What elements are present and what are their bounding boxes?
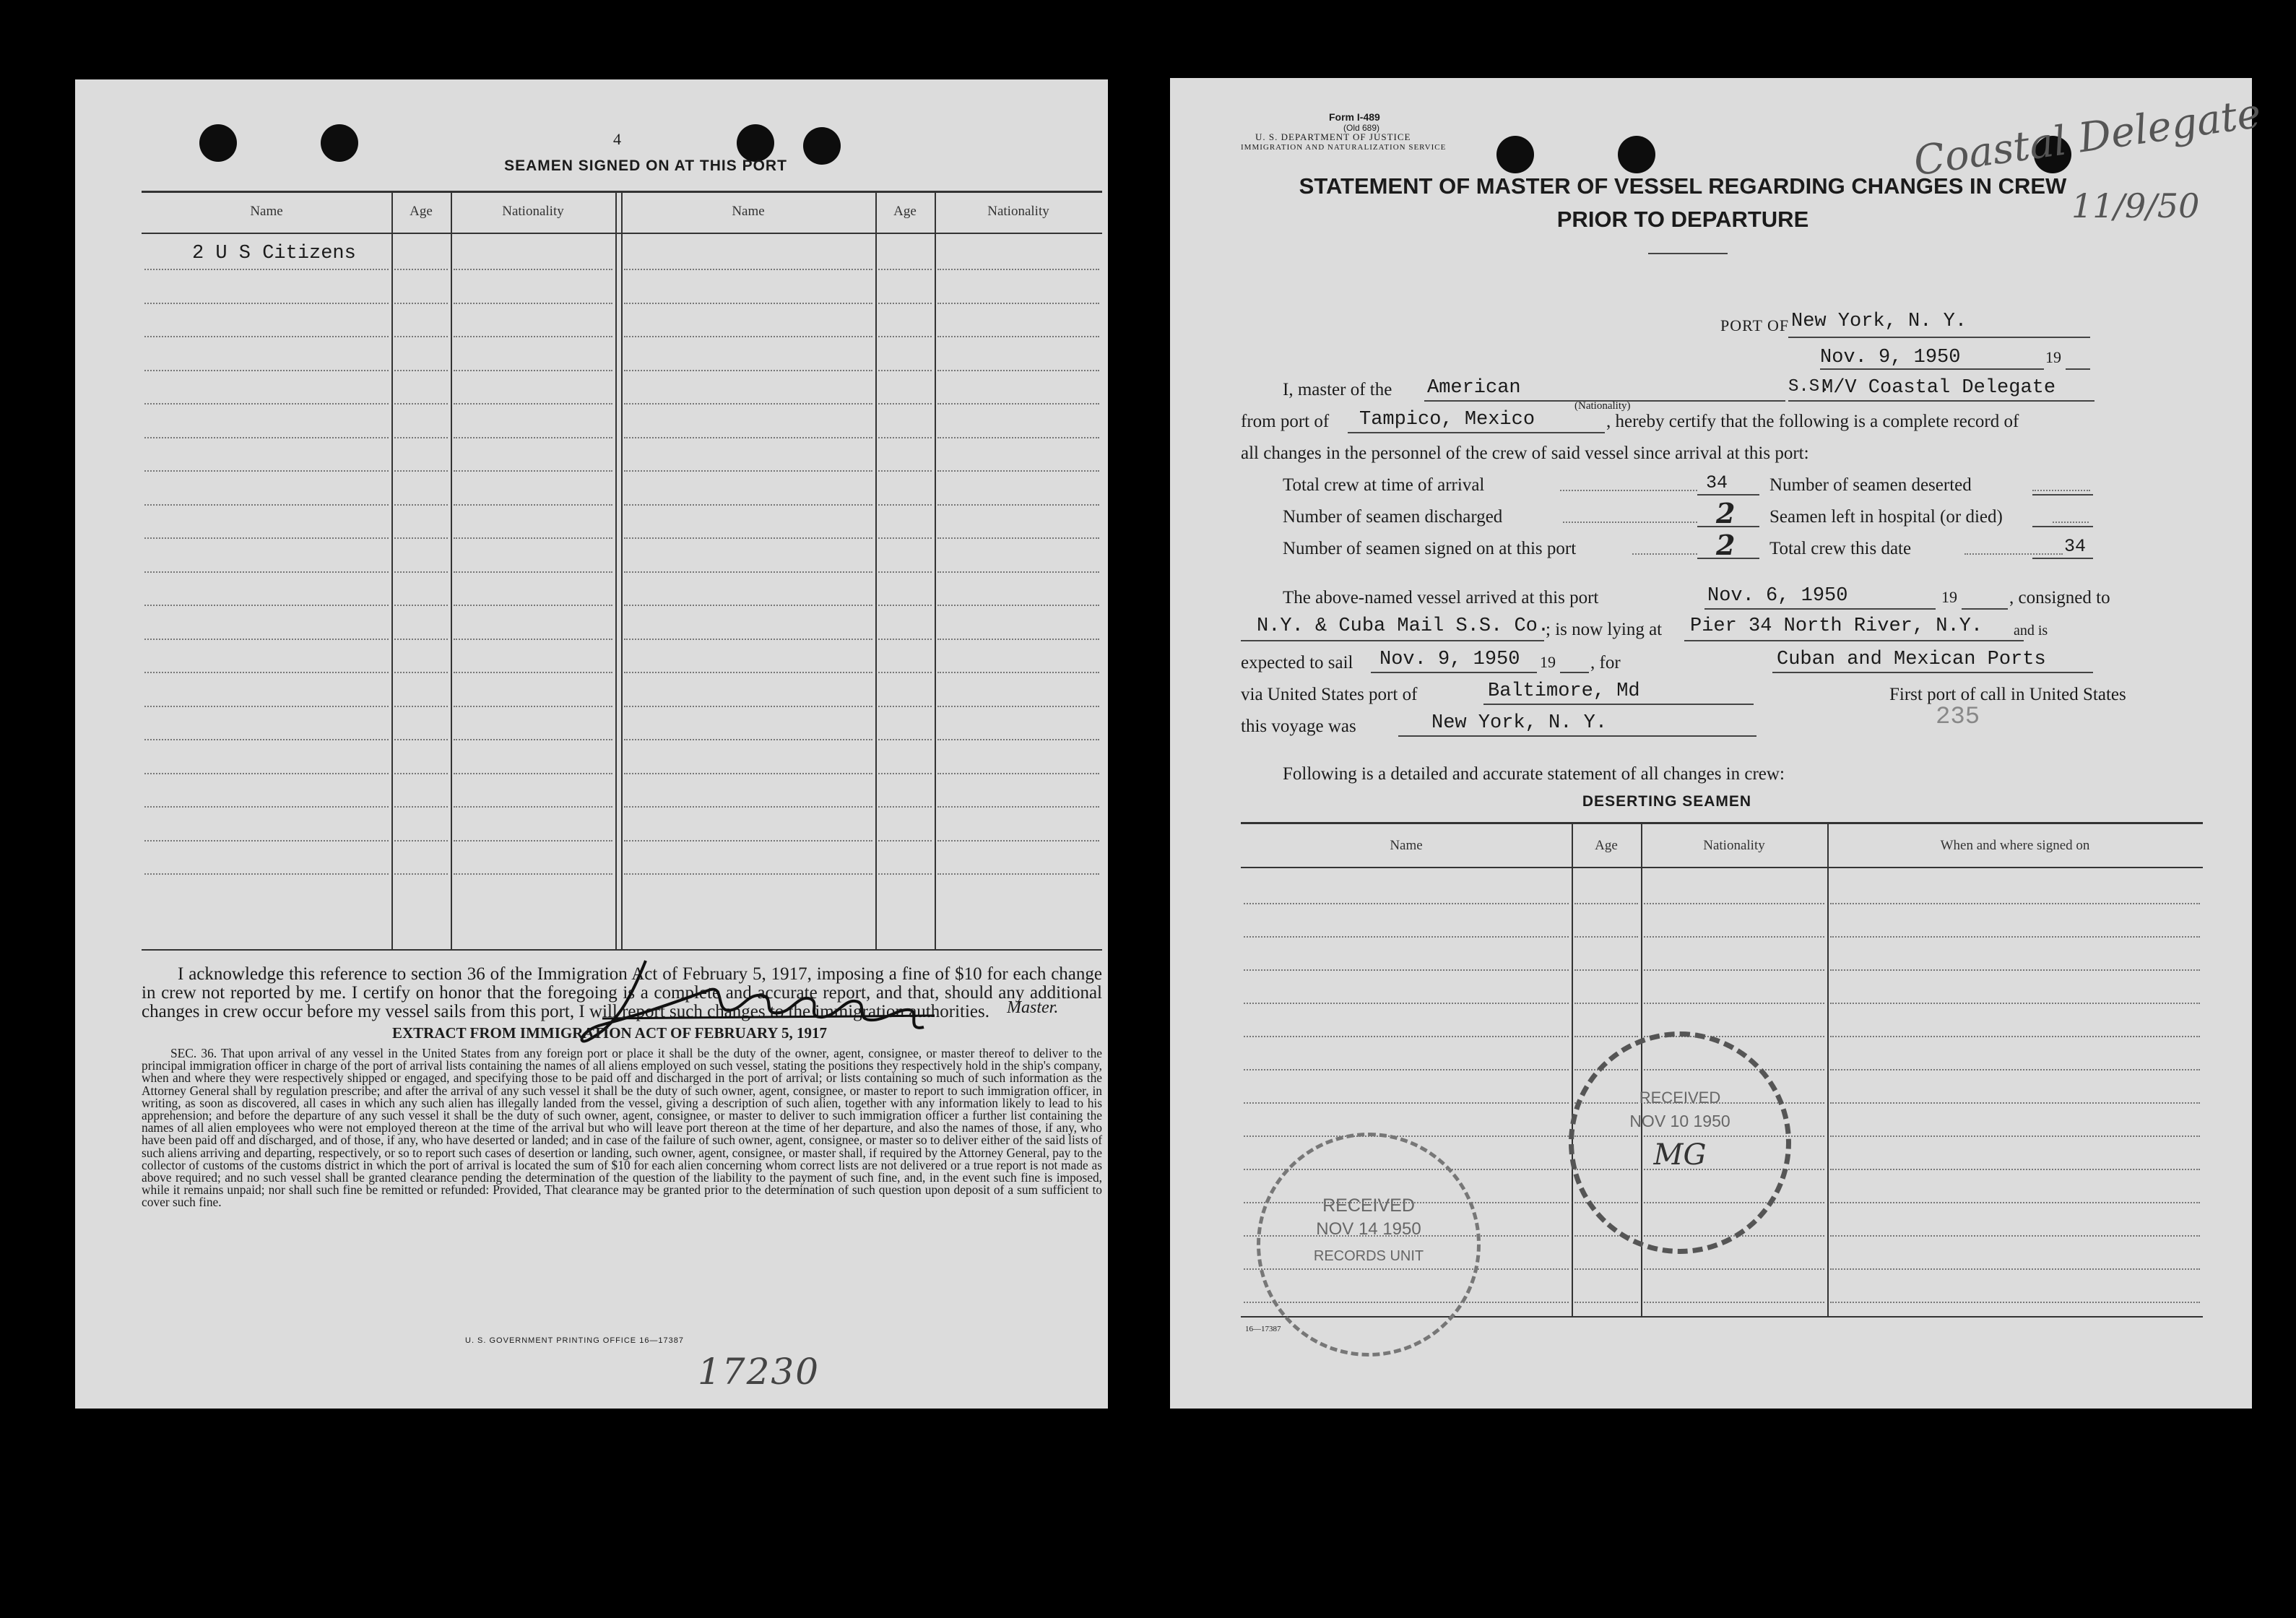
table-row-rule bbox=[394, 840, 448, 842]
punch-hole bbox=[1618, 136, 1655, 173]
table-row-rule bbox=[1830, 1268, 2200, 1270]
table-row-rule bbox=[1244, 936, 1569, 938]
stamp-text: RECEIVED bbox=[1639, 1089, 1721, 1107]
table-row-rule bbox=[937, 639, 1099, 640]
table-row-rule bbox=[937, 605, 1099, 606]
following-text: Following is a detailed and accurate statement of all changes in crew: bbox=[1283, 764, 1785, 784]
table-row-rule bbox=[1644, 936, 1824, 938]
table-row-rule bbox=[454, 370, 612, 371]
table-row-rule bbox=[624, 840, 872, 842]
value-underline bbox=[2032, 526, 2093, 527]
table-row-rule bbox=[144, 269, 389, 270]
table-row-rule bbox=[624, 571, 872, 573]
lying-underline bbox=[1684, 640, 2024, 641]
total-arrival-label: Total crew at time of arrival bbox=[1283, 475, 1485, 495]
table-row-rule bbox=[1830, 1235, 2200, 1237]
for-value: Cuban and Mexican Ports bbox=[1777, 649, 2046, 670]
table-row-rule bbox=[878, 840, 932, 842]
leader-dots bbox=[2053, 522, 2089, 523]
table-row-rule bbox=[454, 806, 612, 808]
leader-dots bbox=[2032, 490, 2090, 491]
table-row-rule bbox=[394, 873, 448, 875]
printer-line: U. S. GOVERNMENT PRINTING OFFICE 16—17387 bbox=[465, 1336, 685, 1345]
arrived-value: Nov. 6, 1950 bbox=[1707, 585, 1848, 607]
received-stamp bbox=[1257, 1133, 1481, 1357]
table-row-rule bbox=[624, 806, 872, 808]
left-page bbox=[75, 79, 1108, 1409]
table-row-rule bbox=[454, 269, 612, 270]
stamp-text: RECORDS UNIT bbox=[1313, 1248, 1424, 1264]
via-value: Baltimore, Md bbox=[1488, 680, 1640, 702]
table-row-rule bbox=[1244, 1135, 1569, 1137]
table-row-rule bbox=[144, 639, 389, 640]
table-row-rule bbox=[394, 739, 448, 740]
column-divider bbox=[935, 191, 936, 949]
punch-hole bbox=[199, 124, 237, 162]
table-row-rule bbox=[1574, 936, 1638, 938]
table-row-rule bbox=[1244, 1102, 1569, 1104]
col-header-age: Age bbox=[1595, 838, 1618, 853]
deserted-label: Number of seamen deserted bbox=[1769, 475, 1972, 495]
table-row-rule bbox=[144, 739, 389, 740]
table-row-rule bbox=[1574, 903, 1638, 904]
table-title: SEAMEN SIGNED ON AT THIS PORT bbox=[504, 157, 787, 174]
for-underline bbox=[1772, 672, 2093, 673]
table-row-rule bbox=[144, 672, 389, 673]
table-row-rule bbox=[878, 806, 932, 808]
certify-text: , hereby certify that the following is a complete record of bbox=[1606, 412, 2019, 431]
table-row-rule bbox=[454, 706, 612, 707]
signature-caption: Master. bbox=[1007, 998, 1059, 1017]
port-value: New York, N. Y. bbox=[1791, 311, 1967, 332]
table-row-rule bbox=[937, 706, 1099, 707]
value-underline bbox=[1697, 558, 1759, 559]
table-row-rule bbox=[454, 470, 612, 472]
table-row-rule bbox=[1830, 1169, 2200, 1170]
value-underline bbox=[1697, 494, 1759, 496]
table-row-rule bbox=[454, 303, 612, 304]
table-row-rule bbox=[1830, 969, 2200, 971]
year-prefix: 19 bbox=[1941, 588, 1957, 606]
handwritten-date: 11/9/50 bbox=[2071, 186, 2200, 225]
consignee-value: N.Y. & Cuba Mail S.S. Co. bbox=[1257, 615, 1550, 637]
and-is-label: and is bbox=[2014, 623, 2048, 639]
table-row-rule bbox=[937, 504, 1099, 506]
table-row-rule bbox=[1830, 1069, 2200, 1070]
table-row-rule bbox=[394, 437, 448, 438]
table-row-rule bbox=[937, 806, 1099, 808]
table-row-rule bbox=[1244, 1069, 1569, 1070]
table-row-rule bbox=[454, 504, 612, 506]
col-header-signed-on: When and where signed on bbox=[1940, 838, 2090, 853]
table-row-rule bbox=[394, 403, 448, 404]
table-row-rule bbox=[1644, 903, 1824, 904]
table-row-rule bbox=[454, 639, 612, 640]
discharged-value: 2 bbox=[1716, 497, 1736, 529]
table-row-rule bbox=[937, 303, 1099, 304]
table-top-rule bbox=[1241, 822, 2203, 824]
extract-text: SEC. 36. That upon arrival of any vessel in the United States from any foreign port or place it shall be the duty of the owner, agent, consignee, or master thereof to deliver to the principal immigration officer in charge of the port of arrival lists containing the names of all aliens employed on such vessel, stating the positions they respectively hold in the ship's company, when and where they were respectively shipped or engaged, and specifying those to be paid off and discharged in the port of arrival; or lists containing so much of such information as the Attorney General shall by regulation prescribe; and after the arrival of any such vessel it shall be the duty of such owner, agent, consignee, or master to report to such immigration officer, in writing, as soon as discovered, all cases in which any such alien has illegally landed from the vessel, giving a description of such alien, together with any information likely to lead to his apprehension; and before the departure of any such vessel it shall be the duty of such owner, agent, consignee, or master to deliver to such immigration officer a further list containing the names of all alien employees who were not employed thereon at the time of the arrival but who will leave port thereon at the time of her departure, and also the names of those, if any, who have been paid off and discharged, and of those, if any, who have deserted or landed; and in case of the failure of such owner, agent, consignee, or master so to deliver either of the said lists of such aliens arriving and departing, respectively, or so to report such cases of desertion or landing, such owner, agent, consignee, or master shall, if required by the Attorney General, pay to the collector of customs of the customs district in which the port of arrival is located the sum of $10 for each alien concerning whom correct lists are not delivered or a true report is not made as above required; and no such vessel shall be granted clearance pending the determination of the question of the liability to the payment of such fine, and, in the event such fine is imposed, while it remains unpaid; nor shall such fine be remitted or refunded: Provided, That clearance may be granted prior to the determination of such question upon deposit of a sum sufficient to cover such fine. bbox=[142, 1046, 1102, 1210]
table-row-rule bbox=[454, 336, 612, 337]
year-prefix: 19 bbox=[1540, 653, 1556, 671]
table-row-rule bbox=[878, 739, 932, 740]
form-title: STATEMENT OF MASTER OF VESSEL REGARDING CHANGES IN CREW bbox=[1299, 173, 2067, 199]
table-row-rule bbox=[144, 470, 389, 472]
lying-value: Pier 34 North River, N.Y. bbox=[1690, 615, 1983, 637]
punch-hole bbox=[1496, 136, 1534, 173]
stamp-date: NOV 14 1950 bbox=[1316, 1219, 1421, 1239]
leader-dots bbox=[1563, 522, 1697, 523]
master-label: I, master of the bbox=[1283, 380, 1392, 399]
table-row-rule bbox=[624, 672, 872, 673]
arrived-label: The above-named vessel arrived at this port bbox=[1283, 588, 1599, 607]
table-row-rule bbox=[394, 303, 448, 304]
year-underline bbox=[1560, 672, 1589, 673]
value-underline bbox=[1697, 526, 1759, 527]
table-row-rule bbox=[878, 605, 932, 606]
table-row-rule bbox=[878, 571, 932, 573]
table-row-rule bbox=[937, 773, 1099, 774]
consigned-label: , consigned to bbox=[2009, 588, 2110, 607]
column-divider bbox=[1827, 822, 1829, 1316]
col-header-nationality: Nationality bbox=[1703, 838, 1765, 853]
column-divider bbox=[391, 191, 393, 949]
table-row-rule bbox=[394, 269, 448, 270]
year-underline bbox=[1962, 608, 2008, 610]
deserting-title: DESERTING SEAMEN bbox=[1582, 793, 1752, 810]
for-label: , for bbox=[1590, 653, 1621, 672]
vessel-underline bbox=[1788, 400, 2094, 402]
table-row-rule bbox=[394, 672, 448, 673]
leader-dots bbox=[1964, 553, 2063, 555]
handwritten-number: 17230 bbox=[698, 1351, 820, 1393]
table-row-rule bbox=[1830, 1302, 2200, 1303]
table-row-rule bbox=[878, 873, 932, 875]
table-row-rule bbox=[878, 370, 932, 371]
table-row-rule bbox=[624, 504, 872, 506]
extract-title: EXTRACT FROM IMMIGRATION ACT OF FEBRUARY 5, 1917 bbox=[391, 1024, 828, 1042]
table-row-rule bbox=[1830, 1102, 2200, 1104]
year-prefix: 19 bbox=[2045, 348, 2061, 366]
punch-hole bbox=[737, 124, 774, 162]
table-row-rule bbox=[454, 840, 612, 842]
voyage-value: New York, N. Y. bbox=[1431, 712, 1608, 734]
table-row-rule bbox=[1244, 1036, 1569, 1037]
sail-underline bbox=[1371, 672, 1537, 673]
col-header-age: Age bbox=[893, 204, 917, 219]
table-row-rule bbox=[394, 571, 448, 573]
table-row-rule bbox=[1644, 969, 1824, 971]
total-date-label: Total crew this date bbox=[1769, 539, 1912, 558]
table-row-rule bbox=[937, 571, 1099, 573]
table-row-rule bbox=[624, 605, 872, 606]
from-port-underline bbox=[1348, 432, 1605, 433]
table-row-rule bbox=[878, 403, 932, 404]
table-row-rule bbox=[1830, 936, 2200, 938]
form-id: Form I-489 bbox=[1329, 111, 1380, 123]
table-row-rule bbox=[878, 336, 932, 337]
nationality-value: American bbox=[1427, 377, 1521, 399]
table-row-rule bbox=[878, 639, 932, 640]
discharged-label: Number of seamen discharged bbox=[1283, 507, 1503, 527]
received-stamp bbox=[1569, 1031, 1791, 1254]
column-divider bbox=[451, 191, 452, 949]
voyage-label: this voyage was bbox=[1241, 717, 1356, 736]
table-row-rule bbox=[1244, 903, 1569, 904]
statement-date: Nov. 9, 1950 bbox=[1820, 347, 1961, 368]
table-row-rule bbox=[454, 873, 612, 875]
via-underline bbox=[1483, 704, 1754, 705]
table-row-rule bbox=[878, 470, 932, 472]
table-row-rule bbox=[937, 269, 1099, 270]
stamp-initials: MG bbox=[1653, 1138, 1707, 1172]
table-row-rule bbox=[624, 403, 872, 404]
form-old: (Old 689) bbox=[1343, 123, 1380, 133]
table-row-rule bbox=[1644, 1003, 1824, 1004]
table-row-rule bbox=[144, 806, 389, 808]
table-row-rule bbox=[144, 303, 389, 304]
table-row-rule bbox=[454, 773, 612, 774]
total-date-value: 34 bbox=[2064, 536, 2087, 557]
table-row-rule bbox=[937, 470, 1099, 472]
sail-value: Nov. 9, 1950 bbox=[1379, 649, 1520, 670]
total-arrival-value: 34 bbox=[1706, 472, 1728, 493]
table-row-rule bbox=[144, 873, 389, 875]
col-header-name: Name bbox=[1390, 838, 1423, 853]
table-row-rule bbox=[454, 739, 612, 740]
table-row-rule bbox=[937, 840, 1099, 842]
table-row-rule bbox=[144, 773, 389, 774]
signed-on-label: Number of seamen signed on at this port bbox=[1283, 539, 1577, 558]
table-row-rule bbox=[394, 806, 448, 808]
table-row-rule bbox=[1244, 969, 1569, 971]
table-row-rule bbox=[624, 773, 872, 774]
first-port-label: First port of call in United States bbox=[1889, 685, 2126, 704]
value-underline bbox=[2032, 558, 2093, 559]
vessel-name: M/V Coastal Delegate bbox=[1821, 377, 2056, 399]
table-row-rule bbox=[394, 336, 448, 337]
table-row-rule bbox=[454, 672, 612, 673]
table-row-rule bbox=[624, 706, 872, 707]
table-row-rule bbox=[878, 706, 932, 707]
table-row-rule bbox=[144, 537, 389, 539]
table-row-rule bbox=[878, 537, 932, 539]
table-row-rule bbox=[937, 873, 1099, 875]
table-row-rule bbox=[1830, 1202, 2200, 1203]
table-row-rule bbox=[454, 571, 612, 573]
column-divider bbox=[875, 191, 877, 949]
signed-on-value: 2 bbox=[1716, 529, 1736, 561]
table-row-rule bbox=[1574, 1302, 1638, 1303]
table-row-rule bbox=[394, 706, 448, 707]
table-row-rule bbox=[624, 336, 872, 337]
handwritten-vessel-note: Coastal Delegate bbox=[1910, 90, 2264, 186]
table-row-rule bbox=[1574, 1003, 1638, 1004]
punch-hole bbox=[321, 124, 358, 162]
table-row-rule bbox=[1830, 1135, 2200, 1137]
from-port-value: Tampico, Mexico bbox=[1359, 409, 1535, 431]
table-row-rule bbox=[144, 437, 389, 438]
table-row-rule bbox=[1244, 1003, 1569, 1004]
table-row-rule bbox=[394, 537, 448, 539]
table-row-rule bbox=[144, 504, 389, 506]
table-header-rule bbox=[1241, 867, 2203, 868]
year-underline bbox=[2066, 368, 2090, 370]
table-row-rule bbox=[144, 706, 389, 707]
table-row-rule bbox=[878, 437, 932, 438]
lying-label: ; is now lying at bbox=[1546, 620, 1663, 639]
consignee-underline bbox=[1241, 640, 1544, 641]
vessel-prefix: S.S. bbox=[1788, 377, 1830, 397]
col-header-name: Name bbox=[732, 204, 765, 219]
stamp-text: RECEIVED bbox=[1322, 1195, 1415, 1216]
table-row-rule bbox=[624, 303, 872, 304]
table-row-rule bbox=[624, 537, 872, 539]
table-row-rule bbox=[878, 504, 932, 506]
table-row-rule bbox=[937, 437, 1099, 438]
table-row-rule bbox=[624, 370, 872, 371]
service: IMMIGRATION AND NATURALIZATION SERVICE bbox=[1241, 143, 1447, 152]
table-row-rule bbox=[144, 571, 389, 573]
table-row-rule bbox=[624, 470, 872, 472]
table-row-rule bbox=[144, 605, 389, 606]
port-label: PORT OF bbox=[1720, 316, 1790, 334]
table-row-rule bbox=[937, 672, 1099, 673]
page-number: 4 bbox=[613, 130, 621, 148]
table-row-rule bbox=[1830, 903, 2200, 904]
table-row-rule bbox=[1574, 969, 1638, 971]
nationality-caption: (Nationality) bbox=[1574, 400, 1631, 412]
arrived-underline bbox=[1704, 608, 1936, 610]
table-row-rule bbox=[878, 269, 932, 270]
table-row-rule bbox=[144, 336, 389, 337]
table-row-rule bbox=[1644, 1268, 1824, 1270]
column-divider bbox=[621, 191, 623, 949]
table-row-rule bbox=[937, 403, 1099, 404]
table-row-rule bbox=[144, 370, 389, 371]
table-row-rule bbox=[394, 370, 448, 371]
form-subtitle: PRIOR TO DEPARTURE bbox=[1556, 207, 1809, 232]
table-row-rule bbox=[1574, 1268, 1638, 1270]
col-header-nationality: Nationality bbox=[502, 204, 564, 219]
table-row-rule bbox=[394, 470, 448, 472]
port-underline bbox=[1788, 337, 2090, 338]
leader-dots bbox=[1560, 490, 1697, 491]
table-row-rule bbox=[394, 773, 448, 774]
col-header-nationality: Nationality bbox=[987, 204, 1049, 219]
hospital-label: Seamen left in hospital (or died) bbox=[1769, 507, 2003, 527]
leader-dots bbox=[1632, 553, 1697, 555]
stamp-date: NOV 10 1950 bbox=[1629, 1112, 1730, 1130]
table-row-rule bbox=[394, 504, 448, 506]
changes-text: all changes in the personnel of the crew of said vessel since arrival at this port: bbox=[1241, 444, 1809, 463]
table-row-rule bbox=[624, 437, 872, 438]
certification-text: I acknowledge this reference to section 36 of the Immigration Act of February 5, 1917, imposing a fine of $10 for each change in crew not reported by me. I certify on honor that the foregoing is a complete and accurate report, and that, should any additional changes in crew occur before my vessel sails from this port, I will report such changes to the immigration authorities. bbox=[142, 964, 1102, 1021]
right-page bbox=[1170, 78, 2264, 1409]
via-label: via United States port of bbox=[1241, 685, 1418, 704]
from-port-label: from port of bbox=[1241, 412, 1330, 431]
table-row-rule bbox=[454, 403, 612, 404]
col-header-name: Name bbox=[250, 204, 283, 219]
table-row-rule bbox=[937, 739, 1099, 740]
table-row-rule bbox=[624, 873, 872, 875]
table-row-rule bbox=[454, 537, 612, 539]
column-divider bbox=[1572, 822, 1573, 1316]
table-row-rule bbox=[624, 269, 872, 270]
title-rule bbox=[1648, 253, 1728, 254]
table-row-rule bbox=[937, 336, 1099, 337]
form-footer: 16—17387 bbox=[1245, 1325, 1281, 1333]
table-row-rule bbox=[454, 605, 612, 606]
stamp-number: 235 bbox=[1936, 704, 1980, 731]
table-row-rule bbox=[1830, 1003, 2200, 1004]
table-row-rule bbox=[144, 840, 389, 842]
table-row-rule bbox=[624, 739, 872, 740]
table-cell-name: 2 U S Citizens bbox=[192, 243, 356, 264]
table-row-rule bbox=[144, 403, 389, 404]
table-row-rule bbox=[878, 303, 932, 304]
table-row-rule bbox=[454, 437, 612, 438]
value-underline bbox=[2032, 494, 2093, 496]
table-row-rule bbox=[937, 370, 1099, 371]
sail-label: expected to sail bbox=[1241, 653, 1353, 672]
table-row-rule bbox=[1830, 1036, 2200, 1037]
department: U. S. DEPARTMENT OF JUSTICE bbox=[1255, 131, 1411, 142]
table-row-rule bbox=[878, 773, 932, 774]
table-row-rule bbox=[394, 605, 448, 606]
table-row-rule bbox=[1644, 1302, 1824, 1303]
date-underline bbox=[1820, 368, 2044, 370]
column-divider bbox=[615, 191, 617, 949]
table-row-rule bbox=[624, 639, 872, 640]
col-header-age: Age bbox=[410, 204, 433, 219]
table-row-rule bbox=[878, 672, 932, 673]
table-row-rule bbox=[394, 639, 448, 640]
table-row-rule bbox=[1574, 1036, 1638, 1037]
table-row-rule bbox=[937, 537, 1099, 539]
voyage-underline bbox=[1398, 735, 1756, 737]
